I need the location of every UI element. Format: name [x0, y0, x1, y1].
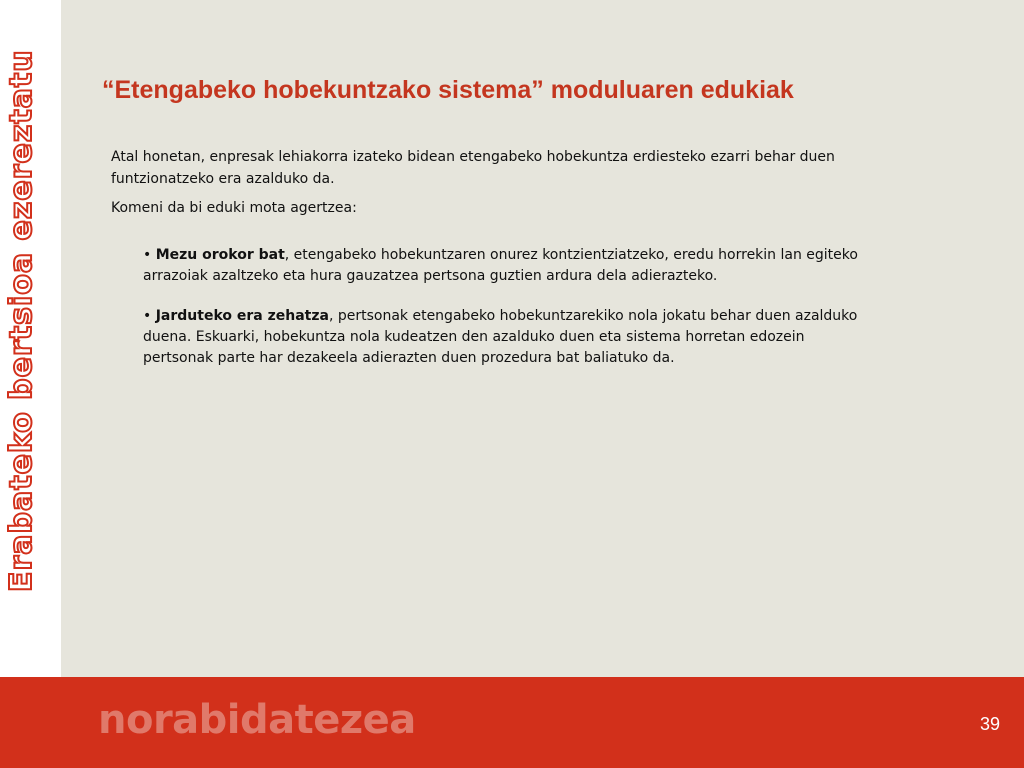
page-number: 39 [980, 714, 1001, 734]
brand-logo: norabidatezea [98, 697, 416, 743]
intro-paragraph: Atal honetan, enpresak lehiakorra izateko bidean etengabeko hobekuntza erdiesteko ezarri behar duen funtzionatzeko era azalduko da. [111, 149, 835, 187]
bullet-marker: • [143, 247, 152, 263]
bullet-text: , pertsonak etengabeko hobekuntzarekiko nola jokatu behar duen azalduko duena. Eskuarki, hobekuntza nola kudeatzen den azalduko duen eta sistema horretan edozein pertsonak parte har dezakeela adierazten duen prozedura bat baliatuko da. [143, 308, 858, 366]
content-types-paragraph: Komeni da bi eduki mota agertzea: [111, 200, 357, 216]
bullet-item-specific-procedure [143, 306, 873, 369]
bullet-item-general-message [143, 245, 873, 287]
bullet-heading: Mezu orokor bat [155, 247, 285, 263]
bullet-marker: • [143, 308, 152, 324]
vertical-sidebar-title: Erabateko bertsioa ezereztatu [4, 49, 39, 592]
left-sidebar-strip [0, 0, 61, 677]
slide-title: “Etengabeko hobekuntzako sistema” moduluaren edukiak [102, 76, 794, 104]
bullet-text: , etengabeko hobekuntzaren onurez kontzientziatzeko, eredu horrekin lan egiteko arrazoiak azaltzeko eta hura gauzatzea pertsona guztien ardura dela adierazteko. [143, 247, 858, 284]
bullet-heading: Jarduteko era zehatza [155, 308, 329, 324]
